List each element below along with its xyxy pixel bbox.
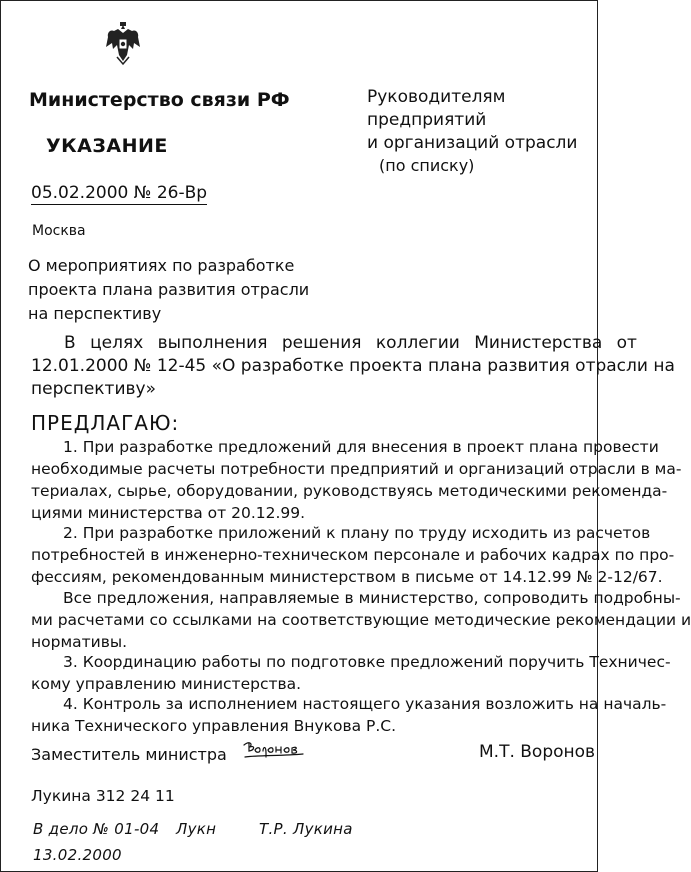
directive-heading: ПРЕДЛАГАЮ: bbox=[31, 411, 180, 435]
addressee-block bbox=[367, 86, 597, 155]
addressee-line: и организаций отрасли bbox=[367, 133, 578, 153]
subject-line: проекта плана развития отрасли bbox=[28, 280, 310, 299]
item-line: Все предложения, направляемые в министерство, сопроводить подробны- bbox=[63, 589, 681, 607]
item-line: териалах, сырье, оборудовании, руководствуясь методическими рекоменда- bbox=[31, 482, 668, 500]
item-line: фессиям, рекомендованным министерством в письме от 14.12.99 № 2-12/67. bbox=[31, 568, 663, 586]
item-2-note bbox=[31, 587, 691, 653]
signatory-title: Заместитель министра bbox=[31, 745, 227, 764]
intro-paragraph bbox=[31, 332, 675, 401]
item-line: циями министерства от 20.12.99. bbox=[31, 504, 306, 522]
item-1 bbox=[31, 436, 682, 524]
executor-contact: Лукина 312 24 11 bbox=[31, 787, 175, 805]
subject-line: О мероприятиях по разработке bbox=[28, 256, 295, 275]
archive-note: В дело № 01-04 bbox=[33, 820, 160, 838]
addressee-line: Руководителям предприятий bbox=[367, 87, 506, 130]
item-line: кому управлению министерства. bbox=[31, 675, 302, 693]
item-line: ника Технического управления Внукова Р.С. bbox=[31, 717, 397, 735]
intro-line: перспективу» bbox=[31, 379, 156, 399]
date-number: 05.02.2000 № 26-Вр bbox=[31, 183, 208, 203]
handwritten-signature bbox=[241, 739, 309, 761]
signatory-name: М.Т. Воронов bbox=[479, 742, 596, 762]
intro-line: В целях выполнения решения коллегии Министерства от bbox=[64, 333, 637, 353]
item-line: нормативы. bbox=[31, 633, 128, 651]
coat-of-arms-icon bbox=[104, 19, 142, 65]
item-4 bbox=[31, 693, 667, 737]
item-line: потребностей в инженерно-техническом персонале и рабочих кадрах по про- bbox=[31, 546, 675, 564]
archive-name: Т.Р. Лукина bbox=[259, 820, 353, 838]
item-line: необходимые расчеты потребности предприятий и организаций отрасли в ма- bbox=[31, 460, 682, 478]
archive-date: 13.02.2000 bbox=[33, 846, 122, 864]
subject-heading bbox=[28, 254, 328, 326]
item-line: ми расчетами со ссылками на соответствующие методические рекомендации и bbox=[31, 611, 691, 629]
by-list-note: (по списку) bbox=[379, 156, 475, 175]
item-2 bbox=[31, 522, 675, 588]
item-line: 1. При разработке предложений для внесения в проект плана провести bbox=[63, 438, 659, 456]
archive-short-signature: Лукн bbox=[176, 820, 217, 838]
intro-line: 12.01.2000 № 12-45 «О разработке проекта плана развития отрасли на bbox=[31, 356, 675, 376]
document-type: УКАЗАНИЕ bbox=[46, 135, 168, 157]
city: Москва bbox=[32, 223, 86, 239]
item-3 bbox=[31, 651, 671, 695]
subject-line: на перспективу bbox=[28, 304, 162, 323]
ministry-name: Министерство связи РФ bbox=[29, 89, 290, 111]
item-line: 4. Контроль за исполнением настоящего указания возложить на началь- bbox=[63, 695, 667, 713]
item-line: 2. При разработке приложений к плану по труду исходить из расчетов bbox=[63, 524, 651, 542]
item-line: 3. Координацию работы по подготовке предложений поручить Техничес- bbox=[63, 653, 671, 671]
